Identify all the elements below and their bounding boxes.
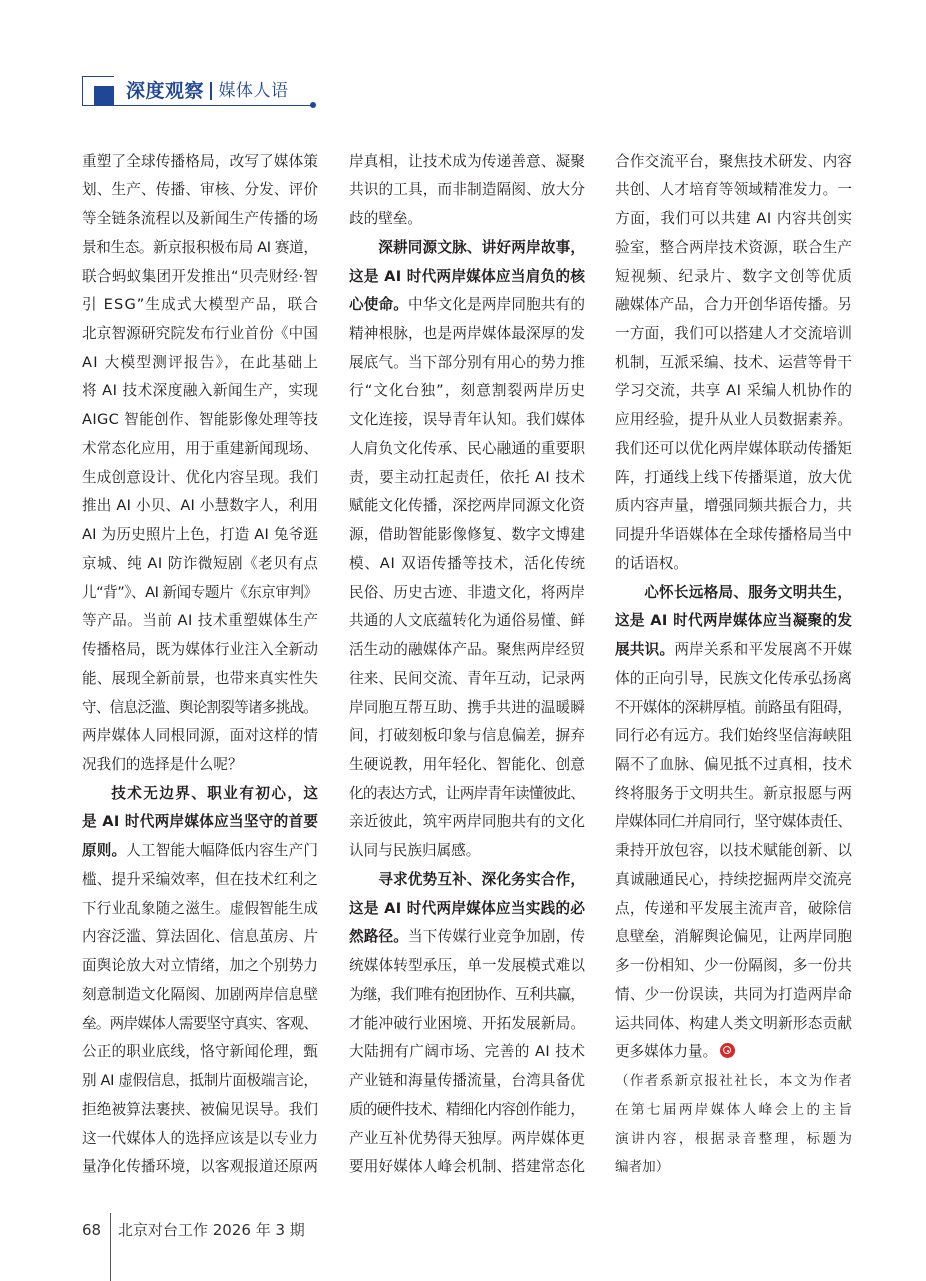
page-number: 68 (82, 1221, 102, 1239)
body-line: 槛、提升采编效率，但在技术红利之 (82, 870, 319, 888)
body-line: 引 ESG”生成式大模型产品，联合 (82, 296, 320, 314)
section-header (126, 79, 289, 103)
body-line: 精神根脉，也是两岸媒体最深厚的发 (349, 325, 586, 342)
body-line: 方面，我们可以共建 AI 内容共创实 (615, 210, 853, 228)
body-text: 人工智能大幅降低内容生产门 (126, 842, 319, 860)
body-line: 我们还可以优化两岸媒体联动传播矩 (615, 439, 853, 457)
body-line: 岸同胞互帮互助、携手共进的温暖瞬 (349, 698, 586, 716)
body-line: 应用经验，提升从业人员数据素养。 (615, 411, 853, 429)
body-line: 往来、民间交流、青年互动，记录两 (349, 669, 586, 687)
square-mark-fill (94, 86, 114, 106)
body-line: 大陆拥有广阔市场、完善的 AI 技术 (349, 1043, 586, 1061)
body-line: 将 AI 技术深度融入新闻生产，实现 (82, 382, 319, 400)
lead-line: 寻求优势互补、深化务实合作， (378, 870, 586, 888)
body-line: 不开媒体的深耕厚植。前路虽有阻碍， (615, 698, 852, 716)
body-line: 等产品。当前 AI 技术重塑媒体生产 (82, 612, 319, 630)
body-text: 更多媒体力量。 (615, 1043, 718, 1061)
body-line: 质的硬件技术、精细化内容创作能力， (349, 1100, 585, 1118)
body-line: AI 为历史照片上色，打造 AI 兔爷逛 (82, 526, 319, 544)
body-line (82, 837, 318, 866)
lead-sentence-end: 然路径。 (349, 928, 409, 946)
body-line: 这一代媒体人的选择应该是以专业力 (82, 1129, 319, 1147)
body-line: 内容泛滥、算法固化、信息茧房、片 (82, 928, 319, 946)
paragraph-last-line: 况我们的选择是什么呢？ (82, 756, 243, 774)
body-line: 生硬说教，用年轻化、智能化、创意 (349, 756, 586, 774)
body-line: 守、信息泛滥、舆论割裂等诸多挑战。 (82, 698, 318, 716)
body-line: 质内容声量，增强同频共振合力，共 (615, 497, 853, 515)
lead-line: 心怀长远格局、服务文明共生， (644, 583, 853, 601)
header-rule (82, 105, 312, 107)
body-line: 间，打破刻板印象与信息偏差，摒弃 (349, 727, 586, 745)
body-line: 隔不了血脉、偏见抵不过真相，技术 (615, 756, 853, 774)
header-rule-dot (310, 102, 316, 108)
body-line: 拒绝被算法裹挟、被偏见误导。我们 (82, 1100, 319, 1118)
body-line: 活生动的融媒体产品。聚焦两岸经贸 (349, 641, 586, 659)
publication-name: 北京对台工作 2026 年 3 期 (118, 1221, 305, 1239)
body-line: 亲近彼此，筑牢两岸同胞共有的文化 (349, 813, 586, 831)
body-line: 民俗、历史古迹、非遗文化，将两岸 (349, 583, 586, 601)
lead-line: 这是 AI 时代两岸媒体应当肩负的核 (349, 267, 586, 285)
body-line: 行“文化台独”，刻意割裂两岸历史 (349, 382, 587, 400)
body-line: 岸真相，让技术成为传递善意、凝聚 (349, 152, 586, 170)
body-line: 同行必有远方。我们始终坚信海峡阻 (615, 727, 853, 745)
lead-sentence-end: 心使命。 (349, 296, 409, 314)
body-line: 联合蚂蚁集团开发推出“贝壳财经·智 (82, 267, 319, 285)
lead-line: 技术无边界、职业有初心，这 (111, 784, 320, 802)
body-line: AIGC 智能创作、智能影像处理等技 (82, 411, 319, 429)
body-line: 点，传递和平发展主流声音，破除信 (615, 899, 853, 917)
body-text: 两岸关系和平发展离不开媒 (674, 641, 853, 659)
body-line: 面舆论放大对立情绪，加之个别势力 (82, 957, 319, 975)
paragraph-last-line (615, 1038, 735, 1067)
body-line: 体的正向引导，民族文化传承弘扬离 (615, 669, 853, 687)
body-line: 能、展现全新前景，也带来真实性失 (82, 669, 319, 687)
body-line: 文化连接，误导青年认知。我们媒体 (349, 411, 586, 429)
author-note-line: 编者加） (615, 1159, 670, 1176)
square-mark-icon (82, 76, 114, 106)
body-line: 重塑了全球传播格局，改写了媒体策 (82, 152, 319, 170)
body-line: 量净化传播环境，以客观报道还原两 (82, 1158, 319, 1176)
body-line: 学习交流，共享 AI 采编人机协作的 (615, 382, 853, 400)
body-line: 终将服务于文明共生。新京报愿与两 (615, 784, 853, 802)
body-line: 一方面，我们可以搭建人才交流培训 (615, 325, 853, 342)
body-line: 共识的工具，而非制造隔阂、放大分 (349, 181, 586, 199)
paragraph-last-line: 认同与民族归属感。 (349, 842, 481, 860)
body-line: 推出 AI 小贝、AI 小慧数字人，利用 (82, 497, 319, 515)
body-line: 产业链和海量传播流量，台湾具备优 (349, 1072, 586, 1090)
body-text: 中华文化是两岸同胞共有的 (408, 296, 586, 314)
article-column-2 (349, 148, 585, 1182)
body-line: 为继，我们唯有抱团协作、互利共赢， (349, 985, 585, 1003)
body-line: 术常态化应用，用于重建新闻现场、 (82, 439, 319, 457)
body-line: 融媒体产品，合力开创华语传播。另 (615, 296, 853, 314)
body-line: 赋能文化传播，深挖两岸同源文化资 (349, 497, 586, 515)
author-note-line: （作者系新京报社社长，本文为作者 (615, 1073, 854, 1090)
body-line: AI 大模型测评报告》，在此基础上 (82, 353, 320, 371)
body-line: 情、少一份误读，共同为打造两岸命 (615, 985, 853, 1003)
body-line: 秉持开放包容，以技术赋能创新、以 (615, 842, 853, 860)
body-line: 划、生产、传播、审核、分发、评价 (82, 181, 319, 199)
author-note-line: 在第七届两岸媒体人峰会上的主旨 (615, 1101, 855, 1118)
lead-line: 这是 AI 时代两岸媒体应当凝聚的发 (615, 612, 853, 630)
body-line: 景和生态。新京报积极布局 AI 赛道， (82, 238, 318, 256)
body-line: 产业互补优势得天独厚。两岸媒体更 (349, 1129, 586, 1147)
article-column-3 (615, 148, 855, 1182)
lead-line: 是 AI 时代两岸媒体应当坚守的首要 (82, 813, 319, 831)
body-line: 合作交流平台，聚焦技术研发、内容 (615, 152, 853, 170)
body-line: 统媒体转型承压，单一发展模式难以 (349, 957, 586, 975)
lead-sentence-end: 原则。 (82, 842, 127, 860)
body-line: 阵，打通线上线下传播渠道，放大优 (615, 468, 853, 486)
body-line: 要用好媒体人峰会机制、搭建常态化 (349, 1158, 586, 1176)
body-line (349, 923, 585, 952)
end-logo-icon (720, 1043, 735, 1058)
paragraph-last-line: 的话语权。 (615, 554, 688, 572)
body-line: 人肩负文化传承、民心融通的重要职 (349, 439, 586, 457)
body-line: 真诚融通民心，持续挖掘两岸交流亮 (615, 870, 853, 888)
body-line: 责，要主动扛起责任，依托 AI 技术 (349, 468, 586, 486)
body-line (615, 636, 852, 665)
body-line: 共创、人才培育等领域精准发力。一 (615, 181, 853, 199)
lead-line: 这是 AI 时代两岸媒体应当实践的必 (349, 899, 586, 917)
body-line: 等全链条流程以及新闻生产传播的场 (82, 210, 319, 228)
header-separator (210, 82, 212, 100)
section-title: 深度观察 (126, 80, 205, 102)
footer-divider (110, 1213, 111, 1281)
body-line: 生成创意设计、优化内容呈现。我们 (82, 468, 319, 486)
body-line: 短视频、纪录片、数字文创等优质 (615, 267, 854, 285)
body-line: 多一份相知、少一份隔阂，多一份共 (615, 957, 853, 975)
body-line: 下行业乱象随之滋生。虚假智能生成 (82, 899, 319, 917)
body-line: 验室，整合两岸技术资源，联合生产 (615, 238, 853, 256)
body-line: 才能冲破行业困境、开拓发展新局。 (349, 1014, 586, 1032)
body-line: 息壁垒，消解舆论偏见，让两岸同胞 (615, 928, 853, 946)
body-line: 化的表达方式，让两岸青年读懂彼此、 (349, 784, 585, 802)
body-line: 两岸媒体人同根同源，面对这样的情 (82, 727, 319, 745)
lead-line: 深耕同源文脉、讲好两岸故事， (378, 238, 586, 256)
body-text: 当下传媒行业竞争加剧，传 (408, 928, 586, 946)
body-line: 儿“背”》、AI 新闻专题片《东京审判》 (82, 583, 318, 601)
author-note-line: 演讲内容，根据录音整理，标题为 (615, 1130, 855, 1147)
body-line: 京城、纯 AI 防诈微短剧《老贝有点 (82, 554, 319, 572)
article-column-1 (82, 148, 318, 1182)
body-line: 北京智源研究院发布行业首份《中国 (82, 325, 319, 342)
body-line: 别 AI 虚假信息，抵制片面极端言论， (82, 1072, 318, 1090)
body-line: 展底气。当下部分别有用心的势力推 (349, 353, 586, 371)
body-line: 公正的职业底线，恪守新闻伦理，甄 (82, 1043, 319, 1061)
body-line: 运共同体、构建人类文明新形态贡献 (615, 1014, 853, 1032)
body-line: 传播格局，既为媒体行业注入全新动 (82, 641, 319, 659)
body-line: 源，借助智能影像修复、数字文博建 (349, 526, 586, 544)
lead-sentence-end: 展共识。 (615, 641, 675, 659)
body-line: 模、AI 双语传播等技术，活化传统 (349, 554, 586, 572)
body-line: 同提升华语媒体在全球传播格局当中 (615, 526, 853, 544)
body-line: 垒。两岸媒体人需要坚守真实、客观、 (82, 1014, 318, 1032)
body-line (349, 291, 585, 320)
paragraph-last-line: 歧的壁垒。 (349, 210, 422, 228)
column-title: 媒体人语 (218, 81, 289, 101)
body-line: 机制，互派采编、技术、运营等骨干 (615, 353, 853, 371)
body-line: 刻意制造文化隔阂、加剧两岸信息壁 (82, 985, 319, 1003)
body-line: 岸媒体同仁并肩同行，坚守媒体责任、 (615, 813, 852, 831)
body-line: 共通的人文底蕴转化为通俗易懂、鲜 (349, 612, 586, 630)
